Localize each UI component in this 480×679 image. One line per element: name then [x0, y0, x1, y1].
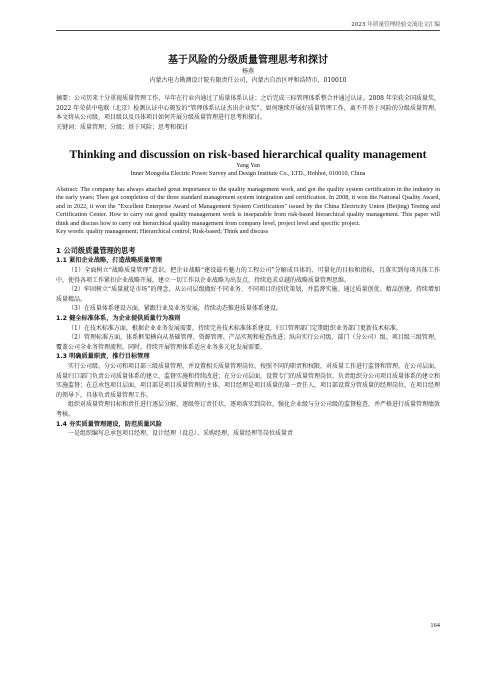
subsection-heading-1-3: 1.3 明确质量职责，推行目标管理 — [56, 353, 150, 361]
paragraph: 组织对质量管理目标和责任进行逐层分解、逐级签订责任状，逐项落实到岗位，强化企业级与分公司级的监督检查，并严格进行质量管理绩效考核。 — [56, 401, 441, 418]
title-chinese: 基于风险的分级质量管理思考和探讨 — [168, 55, 328, 66]
author-english: Yang Yan — [236, 161, 260, 169]
paragraph: （3）在质量体系建设方面，紧跟行业及业务发展，持续动态推进质量体系建设。 — [68, 305, 282, 313]
paragraph: 实行公司级、分公司和项目部三级质量管理，并设置相关质量管理岗位，按照不同的职责和权限，对质量工作进行监督和管理。在公司层面，质量归口部门负责公司质量体系的建立、监督实施和持续改进；在分公司层面，设置专门的质量管理岗位，负责组织分公司项目质量体系的建立和实施监督；在总承包项目层面，项目部是项目质量管理的主体，项目经理是项目质量的第一责任人，项目部设置分管质量的经理岗位，在项目经理的领导下，具体负责质量管理工作。 — [56, 362, 441, 399]
keywords-english: Key words: quality management; Hierarchical control; Risk-based; Think and discuss — [56, 228, 269, 235]
affiliation-chinese: 内蒙古电力勘测设计院有限责任公司，内蒙古自治区呼和浩特市，010010 — [149, 77, 347, 84]
paragraph: （2）牢固树立“质量就是市场”的理念，从公司层级做好不同业务、不同项目的创优策划，并监督实施。通过质量创优、精品创建，持续增加质量精品。 — [56, 286, 440, 303]
subsection-heading-1-4: 1.4 夯实质量管理建设，防范质量风险 — [56, 420, 162, 428]
subsection-heading-1-2: 1.2 健全标准体系，为企业提供质量行为准则 — [56, 314, 181, 322]
page-number: 164 — [430, 622, 440, 629]
title-english: Thinking and discussion on risk-based hierarchical quality management — [69, 147, 427, 161]
subsection-heading-1-1: 1.1 紧扣企业战略，打造战略质量管理 — [56, 257, 162, 265]
abstract-english: Abstract: The company has always attached great importance to the quality management work, and got the quality system certification in the industry in the early years; Then got completion of the three standard management system integration and certification. In 2008, it won the National Quality Award, and in 2022, it won the "Excellent Enterprise Award of Management System Certification" issued by the China Electricity Union (Beijing) Testing and Certification Center. How to carry out good quality management work is inseparable from risk-based hierarchical quality management. This paper will think and discuss how to carry out hierarchical quality management from company level, project level and specific project. — [56, 185, 440, 227]
paragraph: 一是组织编写总承包项目经理、设计经理（设总）、采购经理、质量经理等岗位质量责 — [68, 430, 294, 438]
paragraph: （1）在技术标准方面，根据企业业务发展需要，持续完善技术标准体系建设，归口管理部门定期组织业务部门更新技术标准。 — [68, 324, 402, 332]
running-header: 2023 年质量管理经验交流论文汇编 — [351, 22, 440, 28]
paper-body — [56, 36, 440, 439]
paragraph: （2）管理标准方面，体系框架横向从基础管理、资源管理、产品实现和检查改进；纵向实行公司级、部门（分公司）级、项目级三级管理，覆盖公司全业务管理流程。同时，持续开展管理体系适应业务多元化发展需要。 — [56, 334, 440, 351]
affiliation-english: Inner Mongolia Electric Power Survey and Design Institute Co., LTD., Hohhot, 010010, China — [130, 170, 366, 178]
section-heading-1: 1 公司级质量管理的思考 — [56, 246, 136, 256]
author-chinese: 杨燕 — [241, 68, 254, 75]
paragraph: （1）全面树立“战略质量管理”意识，把企业战略“建设最有魅力的工程公司”分解成具体的、可量化的目标和指标，且落实到每项具体工作中，使得各项工作紧扣企业战略开展，建立一切工作以企业战略为出发点，持续追求卓越的战略质量管理思维。 — [56, 267, 440, 284]
abstract-chinese: 摘要：公司历来十分重视质量管理工作，早年在行业内通过了质量体系认证；之后完成三标管理体系整合并通过认证。2008 年荣获全国质量奖，2022 年荣获中电联（北京）检测认证中心颁发的“管理体系认证杰出企业奖”。如何继续开展好质量管理工作，离不开基于风险的分级质量管理。本文将从公司级、项目级以及具体项目如何开展分级质量管理进行思考和探讨。 — [56, 95, 440, 122]
header-rule — [56, 30, 440, 31]
keywords-chinese: 关键词：质量管理；分级；基于风险；思考和探讨 — [56, 123, 189, 131]
